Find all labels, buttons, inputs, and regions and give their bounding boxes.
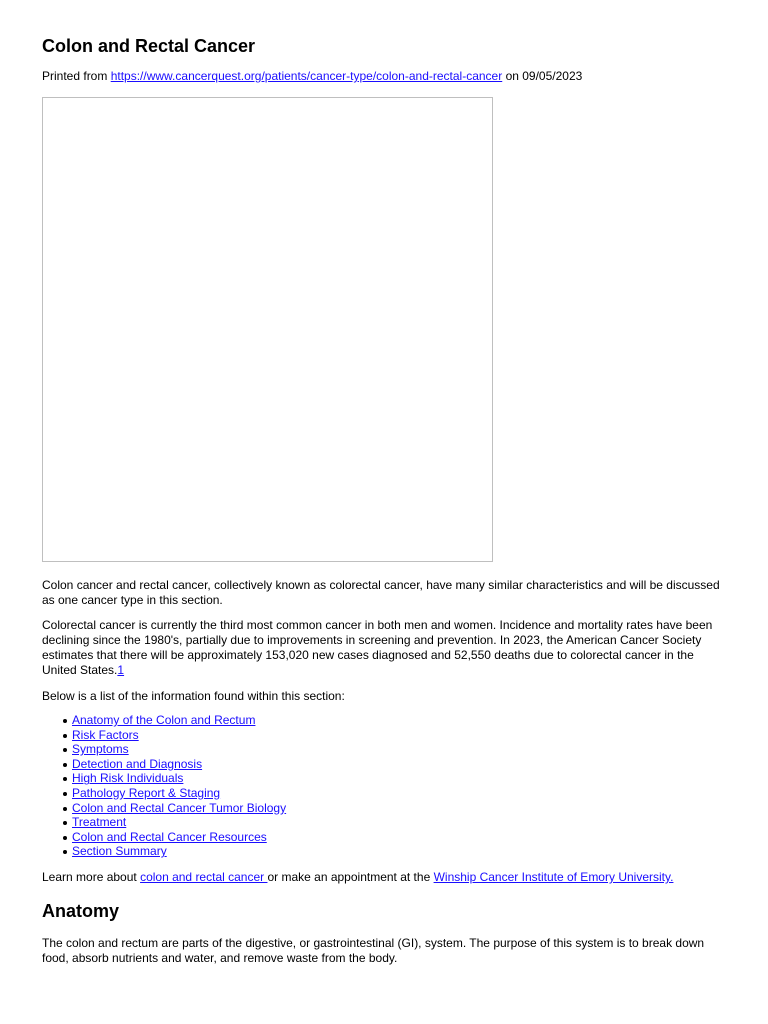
source-url-link[interactable]: https://www.cancerquest.org/patients/cancer-type/colon-and-rectal-cancer	[110, 69, 503, 83]
toc-link-high-risk[interactable]: High Risk Individuals	[72, 771, 184, 786]
printed-suffix: on 09/05/2023	[502, 69, 583, 83]
list-item	[72, 830, 726, 845]
toc-link-treatment[interactable]: Treatment	[72, 815, 127, 830]
learn-middle: or make an appointment at the	[267, 869, 434, 884]
intro-paragraph-1: Colon cancer and rectal cancer, collectively known as colorectal cancer, have many similar characteristics and will be discussed as one cancer type in this section.	[42, 578, 720, 607]
anatomy-heading: Anatomy	[42, 900, 120, 921]
list-item	[72, 757, 726, 772]
list-item	[72, 801, 726, 816]
list-item	[72, 815, 726, 830]
winship-institute-link[interactable]: Winship Cancer Institute of Emory University.	[433, 869, 674, 884]
anatomy-paragraph-1: The colon and rectum are parts of the digestive, or gastrointestinal (GI), system. The purpose of this system is to break down food, absorb nutrients and water, and remove waste from the body.	[42, 935, 705, 965]
printed-from-line	[42, 69, 726, 84]
toc-link-resources[interactable]: Colon and Rectal Cancer Resources	[72, 829, 267, 844]
toc-link-pathology[interactable]: Pathology Report & Staging	[72, 785, 221, 800]
toc-link-summary[interactable]: Section Summary	[72, 844, 167, 859]
learn-more-line	[42, 870, 726, 885]
learn-prefix: Learn more about	[42, 869, 141, 884]
toc-link-tumor-biology[interactable]: Colon and Rectal Cancer Tumor Biology	[72, 800, 287, 815]
section-list	[42, 713, 726, 859]
list-item	[72, 786, 726, 801]
list-item	[72, 728, 726, 743]
page-title: Colon and Rectal Cancer	[42, 36, 256, 56]
list-item	[72, 713, 726, 728]
intro-paragraph-2-text: Colorectal cancer is currently the third most common cancer in both men and women. Incidence and mortality rates have been declining since the 1980's, partially due to improvements in screening and prevention. In 2023, the American Cancer Society estimates that there will be approximately 153,020 new cases diagnosed and 52,550 deaths due to colorectal cancer in the United States.	[42, 618, 713, 677]
list-item	[72, 844, 726, 859]
list-item	[72, 771, 726, 786]
reference-link-1[interactable]: 1	[117, 663, 125, 677]
toc-link-detection[interactable]: Detection and Diagnosis	[72, 756, 203, 771]
intro-paragraph-3: Below is a list of the information found within this section:	[42, 689, 345, 703]
toc-link-anatomy[interactable]: Anatomy of the Colon and Rectum	[72, 713, 256, 727]
toc-link-risk-factors[interactable]: Risk Factors	[72, 727, 139, 742]
list-item	[72, 742, 726, 757]
intro-paragraph-2	[42, 618, 726, 678]
printed-prefix: Printed from	[42, 69, 111, 83]
colon-rectal-cancer-link[interactable]: colon and rectal cancer	[140, 869, 268, 884]
toc-link-symptoms[interactable]: Symptoms	[72, 742, 129, 757]
image-placeholder	[42, 97, 493, 562]
